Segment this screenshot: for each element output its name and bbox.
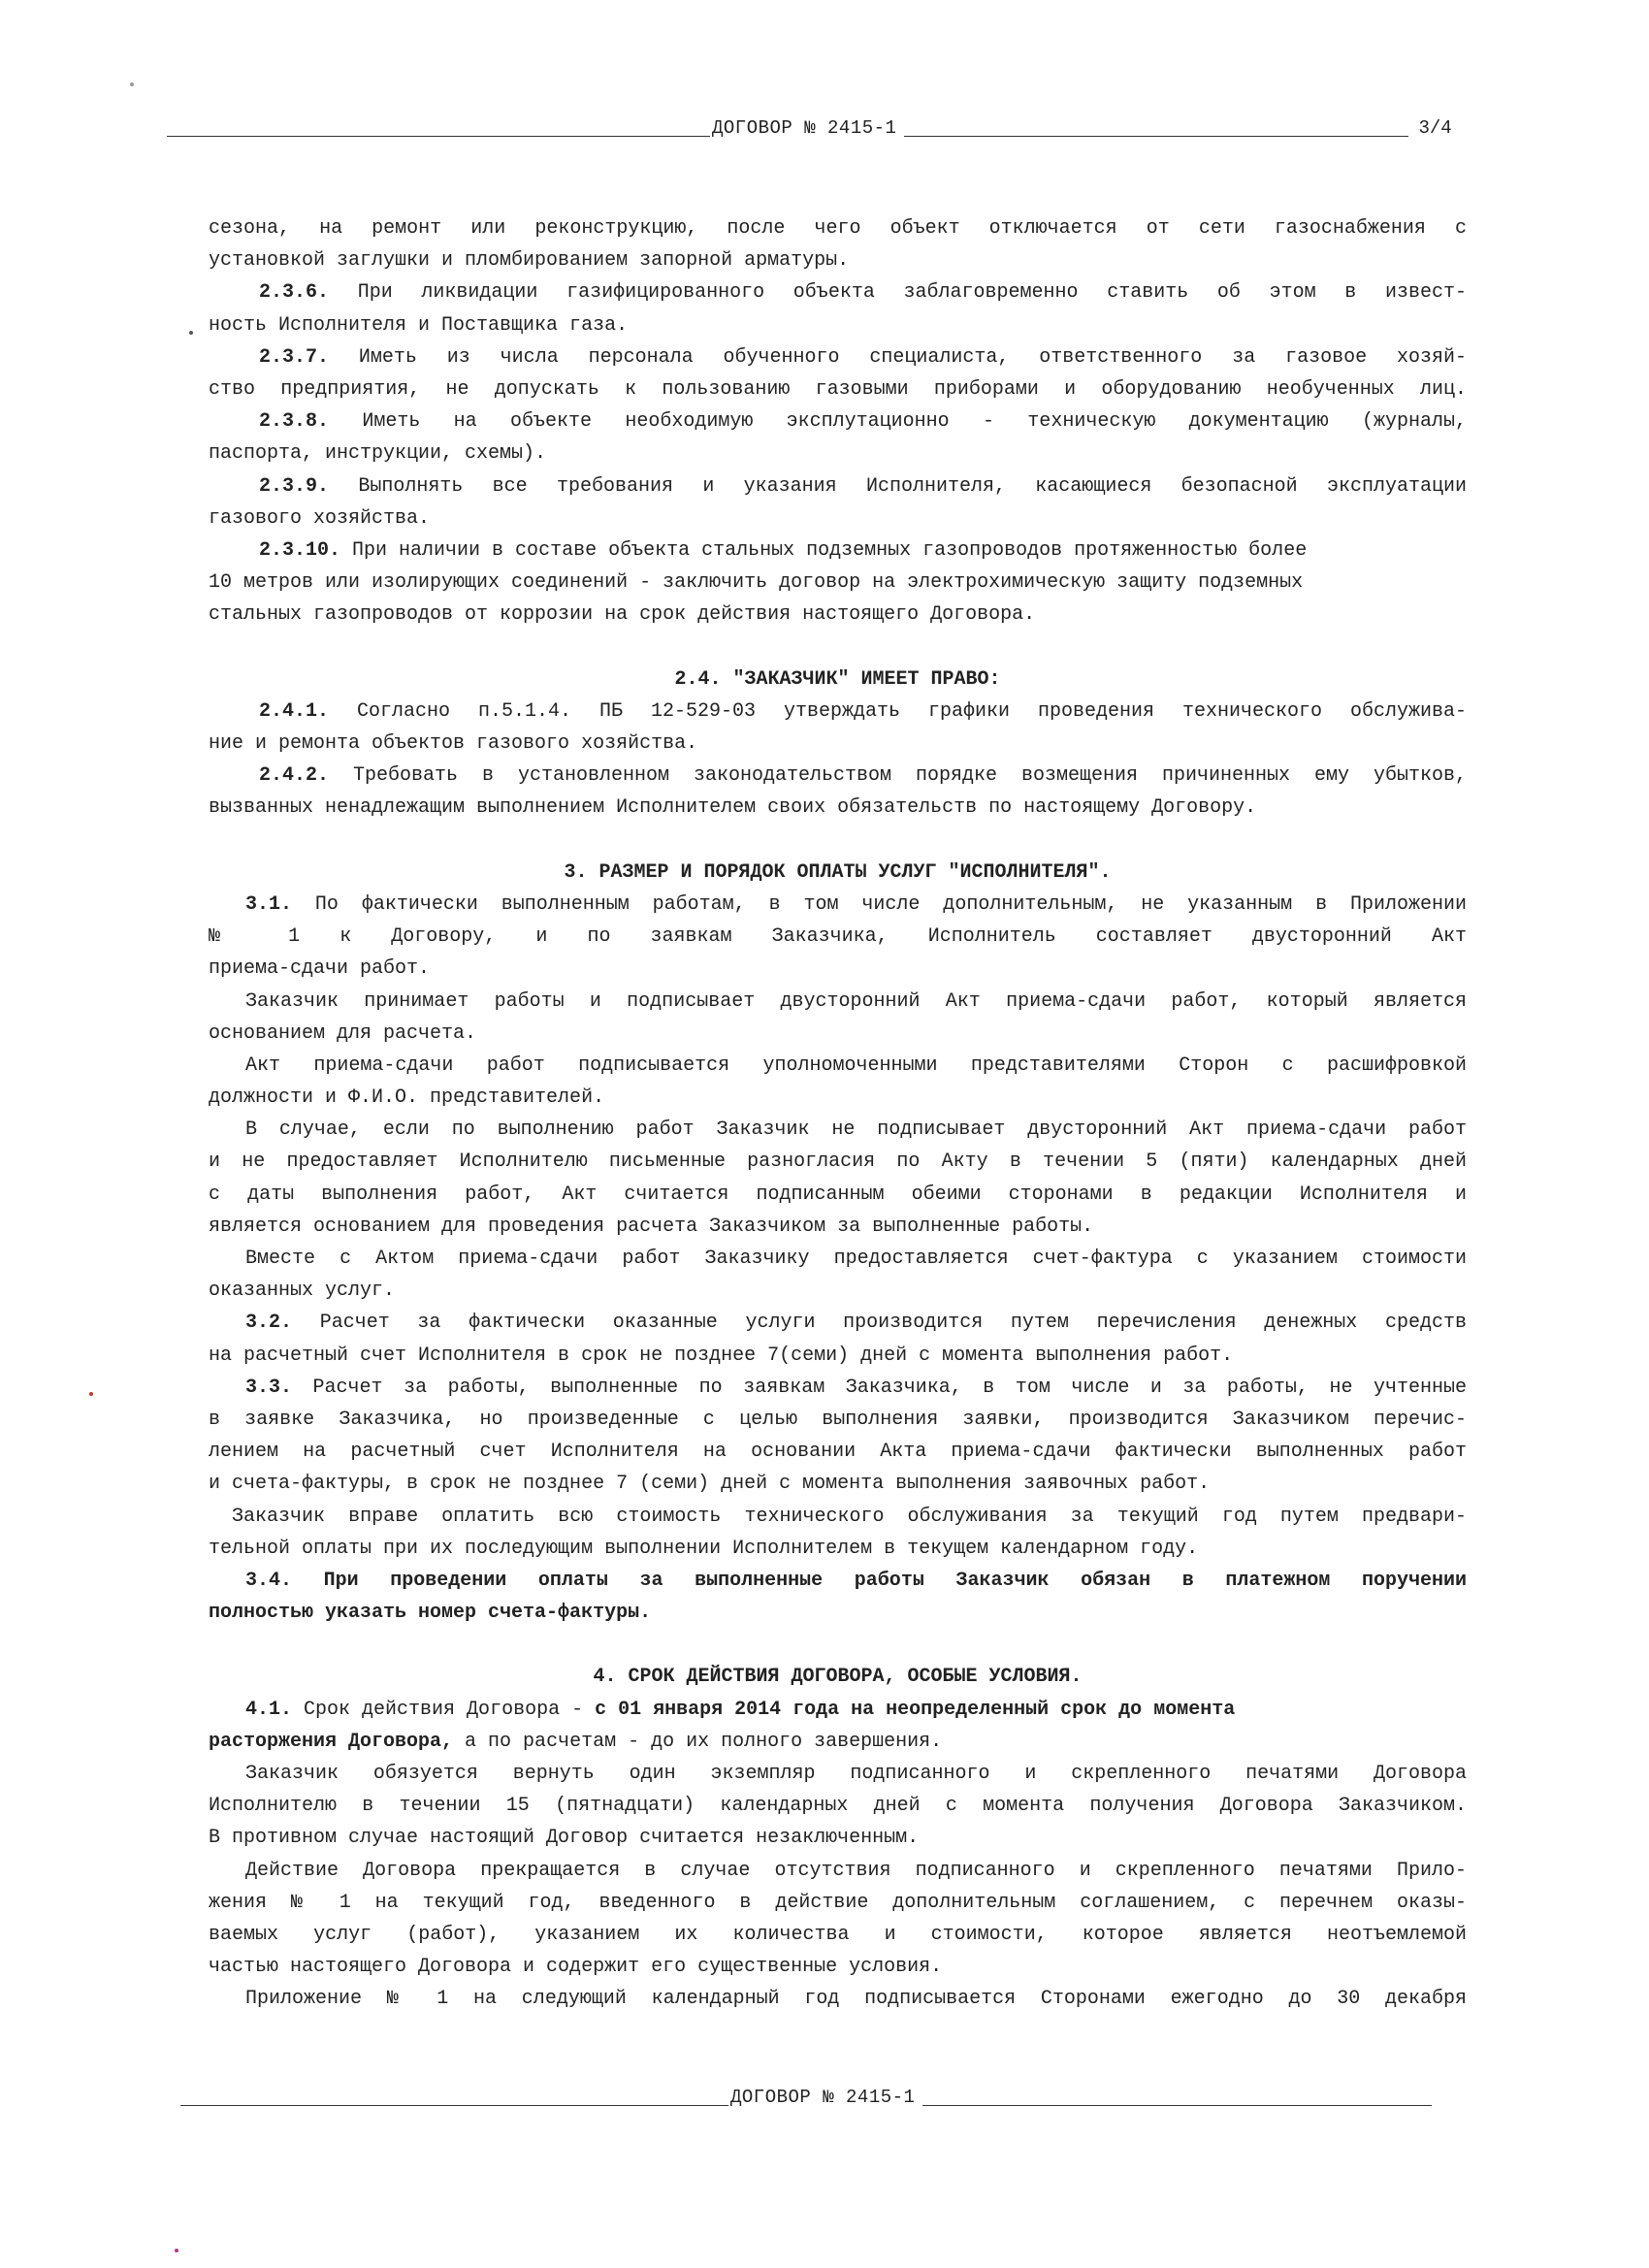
text-line: и счета-фактуры, в срок не позднее 7 (семи) дней с момента выполнения заявочных работ.	[209, 1473, 1211, 1496]
text-line: При ликвидации газифицированного объекта заблаговременно ставить об этом в извест-	[357, 281, 1467, 305]
text-line: ность Исполнителя и Поставщика газа.	[209, 313, 629, 337]
text-line: Расчет за работы, выполненные по заявкам Заказчика, в том числе и за работы, не учтенные	[312, 1376, 1467, 1399]
text-line: Заказчик вправе оплатить всю стоимость технического обслуживания за текущий год путем предвари-	[232, 1505, 1467, 1528]
text-line: Действие Договора прекращается в случае отсутствия подписанного и скрепленного печатями Прило-	[245, 1859, 1467, 1882]
clause-number: 2.4.1.	[259, 699, 330, 723]
text-line: и не предоставляет Исполнителю письменные разногласия по Акту в течении 5 (пяти) календарных дней	[209, 1150, 1467, 1174]
text-line: В случае, если по выполнению работ Заказчик не подписывает двусторонний Акт приема-сдачи работ	[245, 1118, 1467, 1142]
text-line: В противном случае настоящий Договор считается незаключенным.	[209, 1827, 920, 1850]
clause-number: 2.3.8.	[259, 410, 330, 434]
text-bold: с 01 января 2014 года на неопределенный срок до момента	[595, 1698, 1236, 1721]
text-line: Приложение № 1 на следующий календарный год подписывается Сторонами ежегодно до 30 декабря	[245, 1988, 1467, 2011]
footer-title: ДОГОВОР № 2415-1	[730, 2087, 916, 2108]
section-heading-3: 3. РАЗМЕР И ПОРЯДОК ОПЛАТЫ УСЛУГ "ИСПОЛНИТЕЛЯ".	[564, 860, 1112, 884]
text-line: а по расчетам - до их полного завершения.	[453, 1730, 943, 1753]
clause-number: 3.3.	[245, 1376, 293, 1399]
text-line: Заказчик принимает работы и подписывает двусторонний Акт приема-сдачи работ, который является	[245, 989, 1467, 1013]
clause-3-1	[209, 889, 1467, 921]
text-line: является основанием для проведения расчета Заказчиком за выполненные работы.	[209, 1215, 1094, 1238]
footer-rule-right	[922, 2105, 1432, 2106]
spacer	[209, 631, 1467, 663]
text-line: ваемых услуг (работ), указанием их количества и стоимости, которое является неотъемлемой	[209, 1923, 1467, 1946]
page-footer	[180, 2087, 1457, 2108]
text-line: Согласно п.5.1.4. ПБ 12-529-03 утверждать графики проведения технического обслужива-	[357, 699, 1467, 723]
text-line: стальных газопроводов от коррозии на срок действия настоящего Договора.	[209, 603, 1036, 627]
page-header	[167, 117, 1476, 139]
text-line: ство предприятия, не допускать к пользованию газовыми приборами и оборудованию необученных лиц.	[209, 377, 1467, 401]
clause-2-3-7	[209, 341, 1467, 373]
text-line: Требовать в установленном законодательством порядке возмещения причиненных ему убытков,	[353, 764, 1467, 788]
section-heading-4: 4. СРОК ДЕЙСТВИЯ ДОГОВОРА, ОСОБЫЕ УСЛОВИЯ.	[593, 1666, 1083, 1689]
clause-4-1	[209, 1694, 1467, 1726]
text-bold: расторжения Договора,	[209, 1730, 454, 1753]
clause-number: 2.3.9.	[259, 474, 330, 498]
clause-number: 4.1.	[245, 1698, 293, 1721]
page-number: 3/4	[1418, 117, 1452, 139]
text-line: полностью указать номер счета-фактуры.	[209, 1602, 652, 1625]
text-line: ние и ремонта объектов газового хозяйства.	[209, 732, 698, 755]
text-line: вызванных ненадлежащим выполнением Исполнителем своих обязательств по настоящему Договору.	[209, 796, 1257, 820]
text-line: тельной оплаты при их последующим выполнении Исполнителем в текущем календарном году.	[209, 1537, 1199, 1560]
text-line: оказанных услуг.	[209, 1280, 396, 1303]
text-line: Иметь из числа персонала обученного специалиста, ответственного за газовое хозяй-	[358, 345, 1467, 369]
text-line: основанием для расчета.	[209, 1021, 477, 1045]
text-line: Срок действия Договора -	[304, 1698, 596, 1721]
text-line: Иметь на объекте необходимую эксплутационно - техническую документацию (журналы,	[362, 410, 1467, 434]
clause-2-3-10	[209, 535, 1467, 567]
text-line: должности и Ф.И.О. представителей.	[209, 1086, 605, 1110]
text-line: сезона, на ремонт или реконструкцию, после чего объект отключается от сети газоснабжения с	[209, 217, 1467, 240]
clause-number: 2.3.10.	[259, 538, 341, 562]
text-line: приема-сдачи работ.	[209, 957, 431, 981]
text-line: № 1 к Договору, и по заявкам Заказчика, Исполнитель составляет двусторонний Акт	[209, 925, 1467, 949]
text-line: жения № 1 на текущий год, введенного в действие дополнительным соглашением, с перечнем оказы-	[209, 1891, 1467, 1914]
clause-2-4-1	[209, 696, 1467, 728]
section-heading-2-4: 2.4. "ЗАКАЗЧИК" ИМЕЕТ ПРАВО:	[674, 667, 1001, 691]
scan-speck	[89, 1392, 93, 1396]
text-line: с даты выполнения работ, Акт считается подписанным обеими сторонами в редакции Исполнителя и	[209, 1183, 1467, 1206]
clause-number: 3.2.	[245, 1312, 293, 1335]
text-line: 10 метров или изолирующих соединений - заключить договор на электрохимическую защиту подземных	[209, 571, 1304, 595]
text-line: установкой заглушки и пломбированием запорной арматуры.	[209, 249, 850, 273]
header-title: ДОГОВОР № 2415-1	[712, 117, 897, 139]
text-line: на расчетный счет Исполнителя в срок не позднее 7(семи) дней с момента выполнения работ.	[209, 1344, 1234, 1367]
text-line: Расчет за фактически оказанные услуги производится путем перечисления денежных средств	[319, 1312, 1467, 1335]
text-line: Заказчик обязуется вернуть один экземпляр подписанного и скрепленного печатями Договора	[245, 1763, 1467, 1785]
text-line: По фактически выполненным работам, в том числе дополнительным, не указанным в Приложении	[314, 892, 1467, 916]
clause-3-3	[209, 1372, 1467, 1404]
text-line: в заявке Заказчика, но произведенные с целью выполнения заявки, производится Заказчиком перечис-	[209, 1408, 1467, 1431]
clause-number: 3.1.	[245, 892, 293, 916]
text-line: Выполнять все требования и указания Исполнителя, касающиеся безопасной эксплуатации	[358, 474, 1467, 498]
clause-3-4: 3.4. При проведении оплаты за выполненные работы Заказчик обязан в платежном поручении	[245, 1569, 1467, 1592]
clause-2-3-8	[209, 405, 1467, 437]
clause-number: 2.3.7.	[259, 345, 330, 369]
scan-speck	[189, 331, 193, 335]
document-body	[209, 212, 1467, 2016]
clause-2-3-6	[209, 276, 1467, 308]
footer-rule-left	[180, 2105, 728, 2106]
scan-speck	[130, 82, 134, 86]
text-line: лением на расчетный счет Исполнителя на основании Акта приема-сдачи фактически выполненных работ	[209, 1441, 1467, 1464]
spacer	[209, 825, 1467, 857]
text-line: Акт приема-сдачи работ подписывается уполномоченными представителями Сторон с расшифровкой	[245, 1053, 1467, 1077]
text-line: газового хозяйства.	[209, 506, 431, 530]
text-line: частью настоящего Договора и содержит его существенные условия.	[209, 1956, 943, 1979]
clause-number: 2.4.2.	[259, 764, 330, 788]
text-line: При наличии в составе объекта стальных подземных газопроводов протяженностью более	[352, 538, 1308, 562]
scan-speck	[175, 2249, 178, 2252]
text-line-4-1-cont	[209, 1726, 1467, 1758]
spacer	[209, 1629, 1467, 1661]
clause-2-4-2	[209, 760, 1467, 792]
clause-number: 2.3.6.	[259, 281, 330, 305]
clause-3-2	[209, 1307, 1467, 1339]
text-line: паспорта, инструкции, схемы).	[209, 442, 547, 466]
header-rule-right	[904, 136, 1408, 137]
header-rule-left	[167, 136, 710, 137]
text-line: Исполнителю в течении 15 (пятнадцати) календарных дней с момента получения Договора Заказчиком.	[209, 1795, 1467, 1818]
text-line: Вместе с Актом приема-сдачи работ Заказчику предоставляется счет-фактура с указанием стоимости	[245, 1247, 1467, 1270]
clause-2-3-9	[209, 470, 1467, 502]
